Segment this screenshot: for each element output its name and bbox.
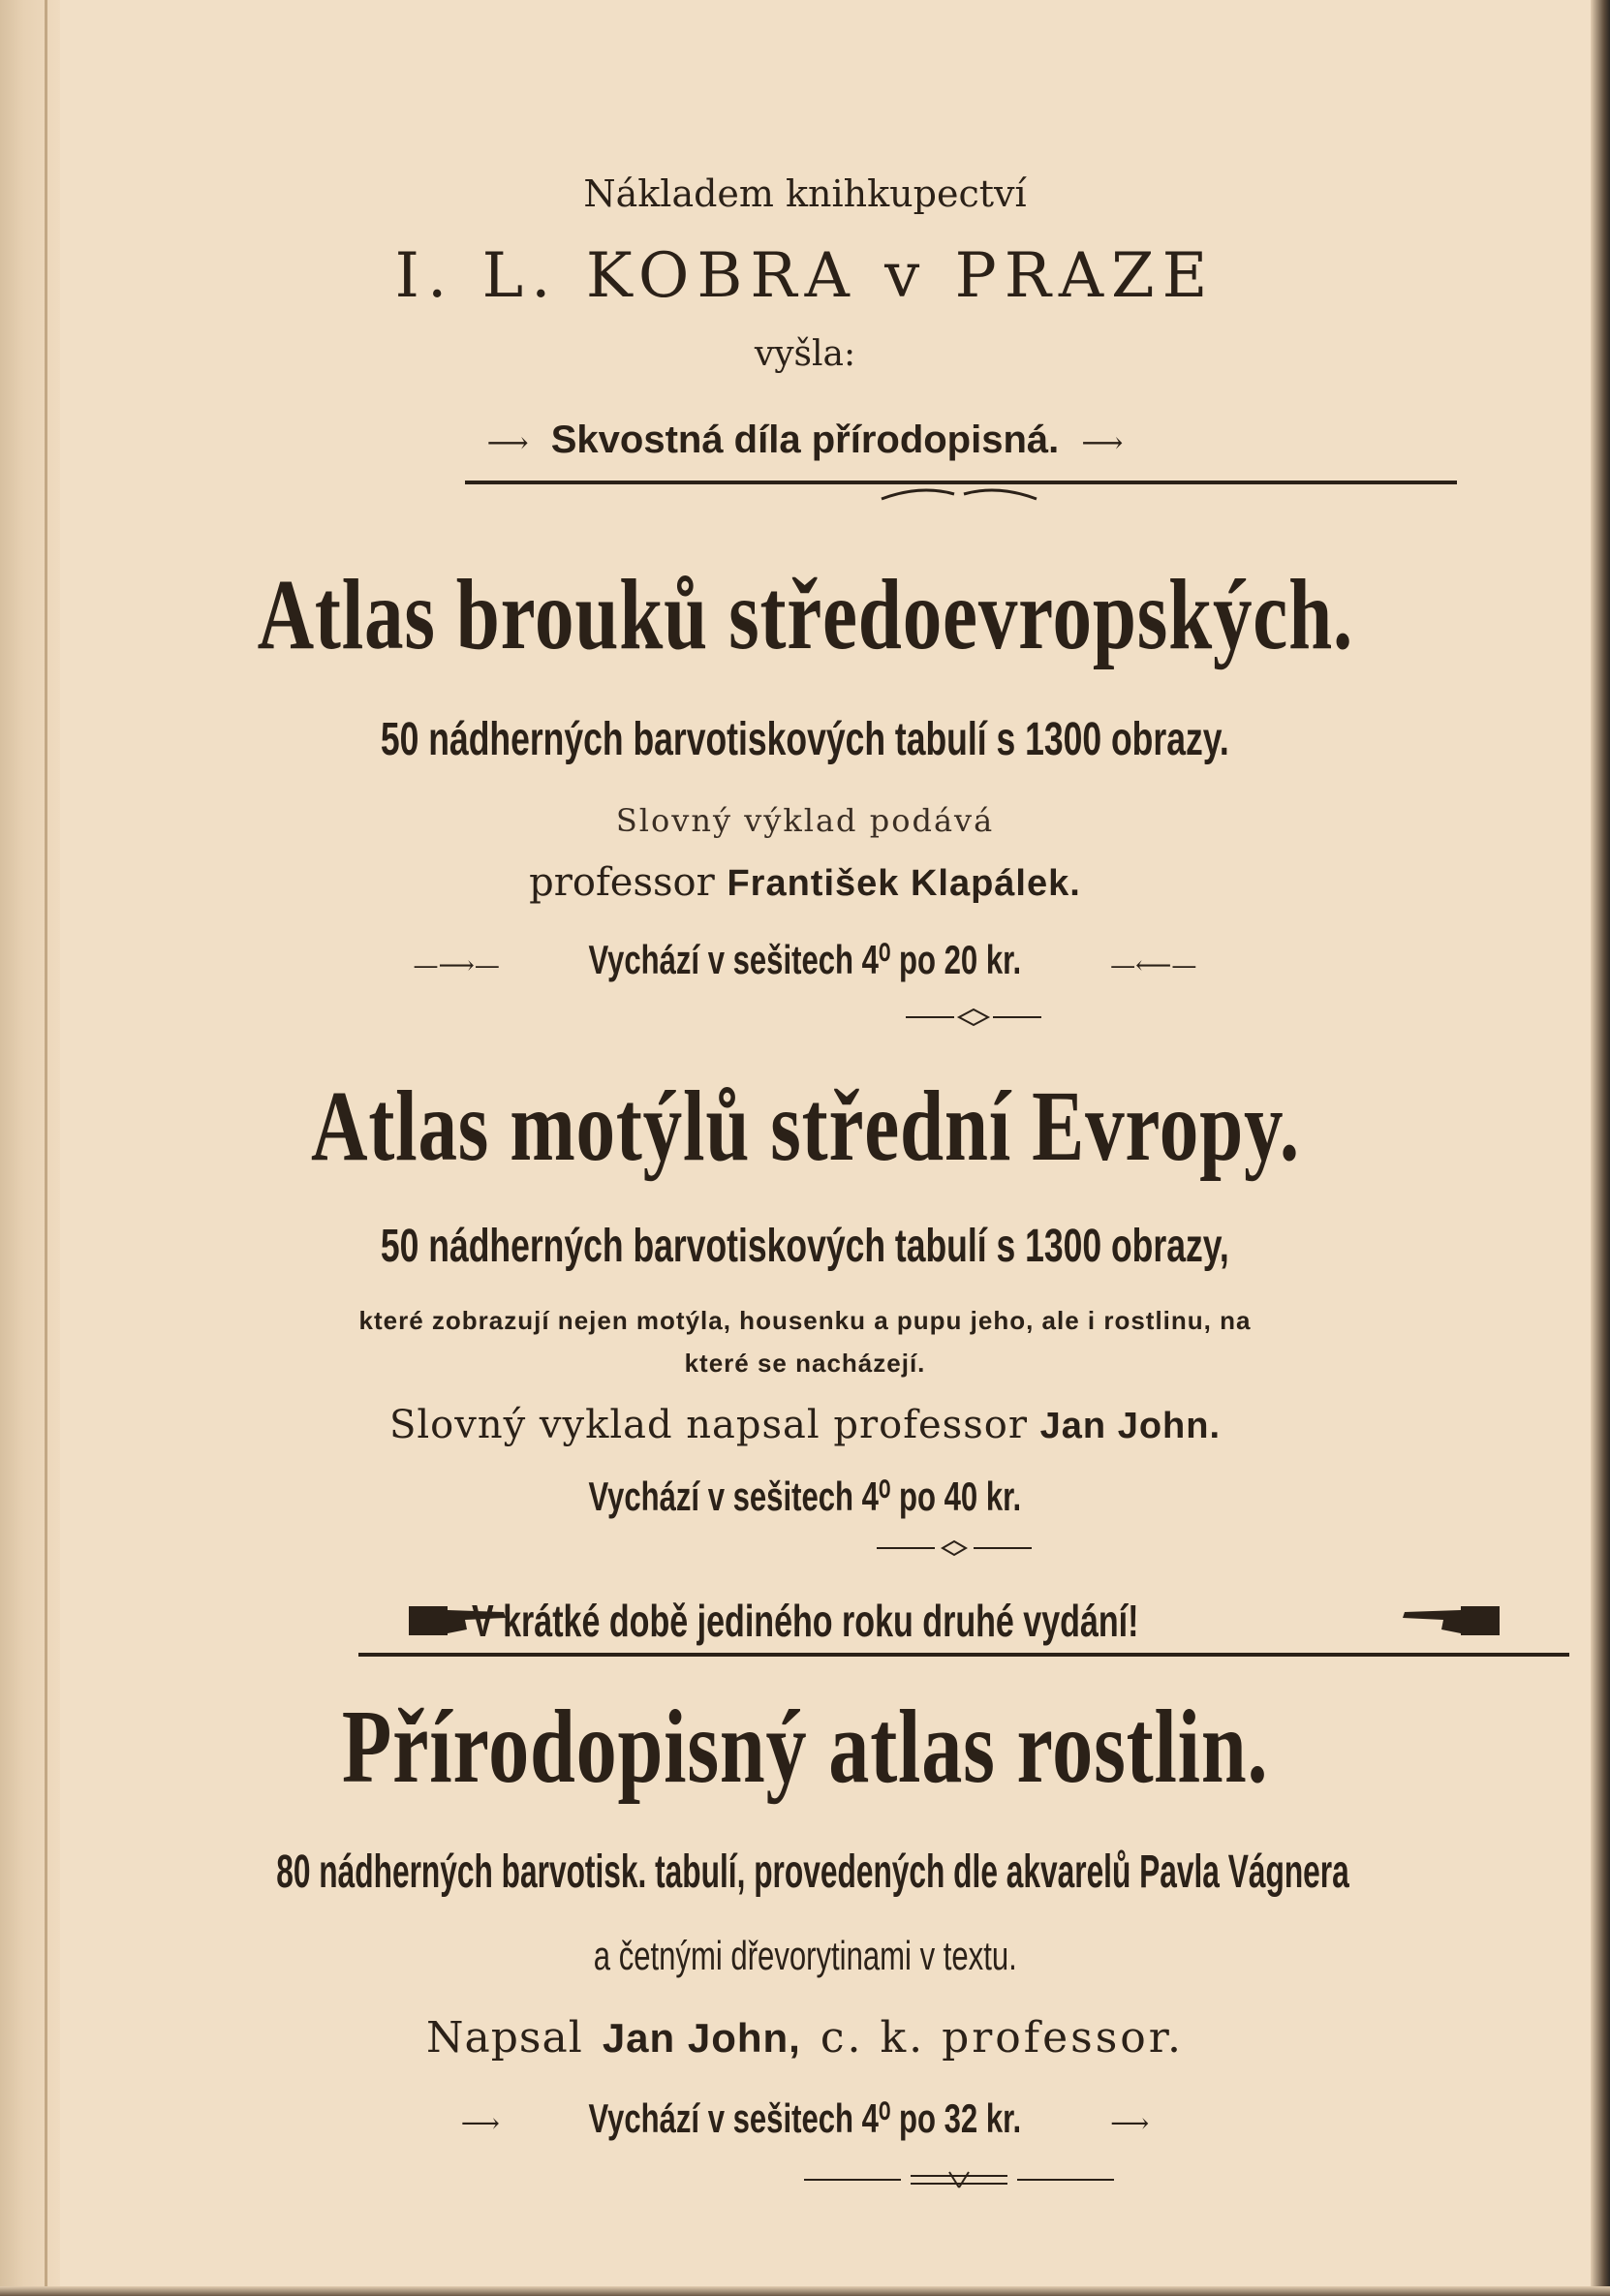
book3-issue: Vychází v sešitech 4⁰ po 32 kr. — [588, 2095, 1022, 2141]
notice-row — [0, 1595, 1610, 1647]
book3-title: Přírodopisný atlas rostlin. — [341, 1690, 1269, 1805]
section-heading — [0, 419, 1610, 462]
divider-ornament-icon — [906, 1006, 1041, 1029]
divider-ornament-icon — [804, 2168, 1114, 2191]
book3-subtitle2: a četnými dřevorytinami v textu. — [593, 1933, 1017, 1978]
book2-subtitle-row — [0, 1219, 1610, 1273]
book1-author-prefix: professor — [529, 860, 715, 905]
publisher-line: Nákladem knihkupectví — [583, 172, 1027, 215]
arrow-ornament-icon: ⟶ — [1110, 2107, 1150, 2139]
divider-ornament-icon — [877, 1538, 1032, 1558]
arrow-ornament-icon: —⟶— — [413, 951, 500, 980]
page-edge-bottom — [0, 2286, 1610, 2296]
flourish-icon — [872, 484, 1046, 504]
book3-author-prefix: Napsal — [426, 2013, 583, 2063]
book2-author-name: Jan John. — [1039, 1406, 1222, 1446]
arrow-ornament-icon: ⟶ — [460, 2107, 500, 2139]
book2-issue-row — [0, 1473, 1610, 1520]
section-title: Skvostná díla přírodopisná. — [550, 419, 1060, 461]
book1-desc: Slovný výklad podává — [615, 802, 995, 839]
book3-title-row — [0, 1686, 1610, 1808]
notice-rule — [358, 1653, 1569, 1657]
book2-desc-line1: které zobrazují nejen motýla, housenku a pupu jeho, ale i rostlinu, na — [358, 1306, 1252, 1335]
book3-author-name: Jan John, — [602, 2015, 801, 2061]
book2-subtitle: 50 nádherných barvotiskových tabulí s 1300 obrazy, — [381, 1221, 1229, 1272]
book1-title-row — [0, 554, 1610, 672]
book1-author-row — [0, 860, 1610, 905]
book1-issue-row — [0, 936, 1610, 983]
arrow-ornament-icon: ⟶ — [486, 426, 529, 460]
publisher-vysla: vyšla: — [754, 334, 856, 374]
arrow-ornament-icon: ⟶ — [1081, 426, 1124, 460]
book1-issue: Vychází v sešitech 4⁰ po 20 kr. — [588, 937, 1022, 982]
book3-author-row — [0, 2013, 1610, 2063]
book2-author-row — [0, 1403, 1610, 1447]
book2-author-prefix: Slovný vyklad napsal professor — [388, 1403, 1028, 1447]
pointing-hand-icon — [1395, 1600, 1502, 1639]
book2-title: Atlas motýlů střední Evropy. — [310, 1070, 1300, 1182]
book2-desc-line2: které se nacházejí. — [684, 1349, 926, 1378]
book3-subtitle: 80 nádherných barvotisk. tabulí, provedených dle akvarelů Pavla Vágnera — [276, 1846, 1349, 1898]
book3-author-suffix: c. k. professor. — [820, 2013, 1184, 2063]
arrow-ornament-icon: —⟵— — [1110, 951, 1197, 980]
book3-subtitle2-row — [0, 1932, 1610, 1979]
book3-subtitle-row — [0, 1845, 1610, 1899]
book1-subtitle-row — [0, 712, 1610, 766]
book1-title: Atlas brouků středoevropských. — [257, 559, 1353, 670]
book1-author-name: František Klapálek. — [727, 863, 1081, 904]
book2-title-row — [0, 1066, 1610, 1184]
book2-issue: Vychází v sešitech 4⁰ po 40 kr. — [588, 1474, 1022, 1519]
book3-issue-row — [0, 2094, 1610, 2142]
book1-subtitle: 50 nádherných barvotiskových tabulí s 1300 obrazy. — [381, 714, 1229, 765]
notice-text: V krátké době jediného roku druhé vydání! — [471, 1596, 1139, 1646]
publisher-name: I. L. KOBRA v PRAZE — [394, 240, 1216, 312]
